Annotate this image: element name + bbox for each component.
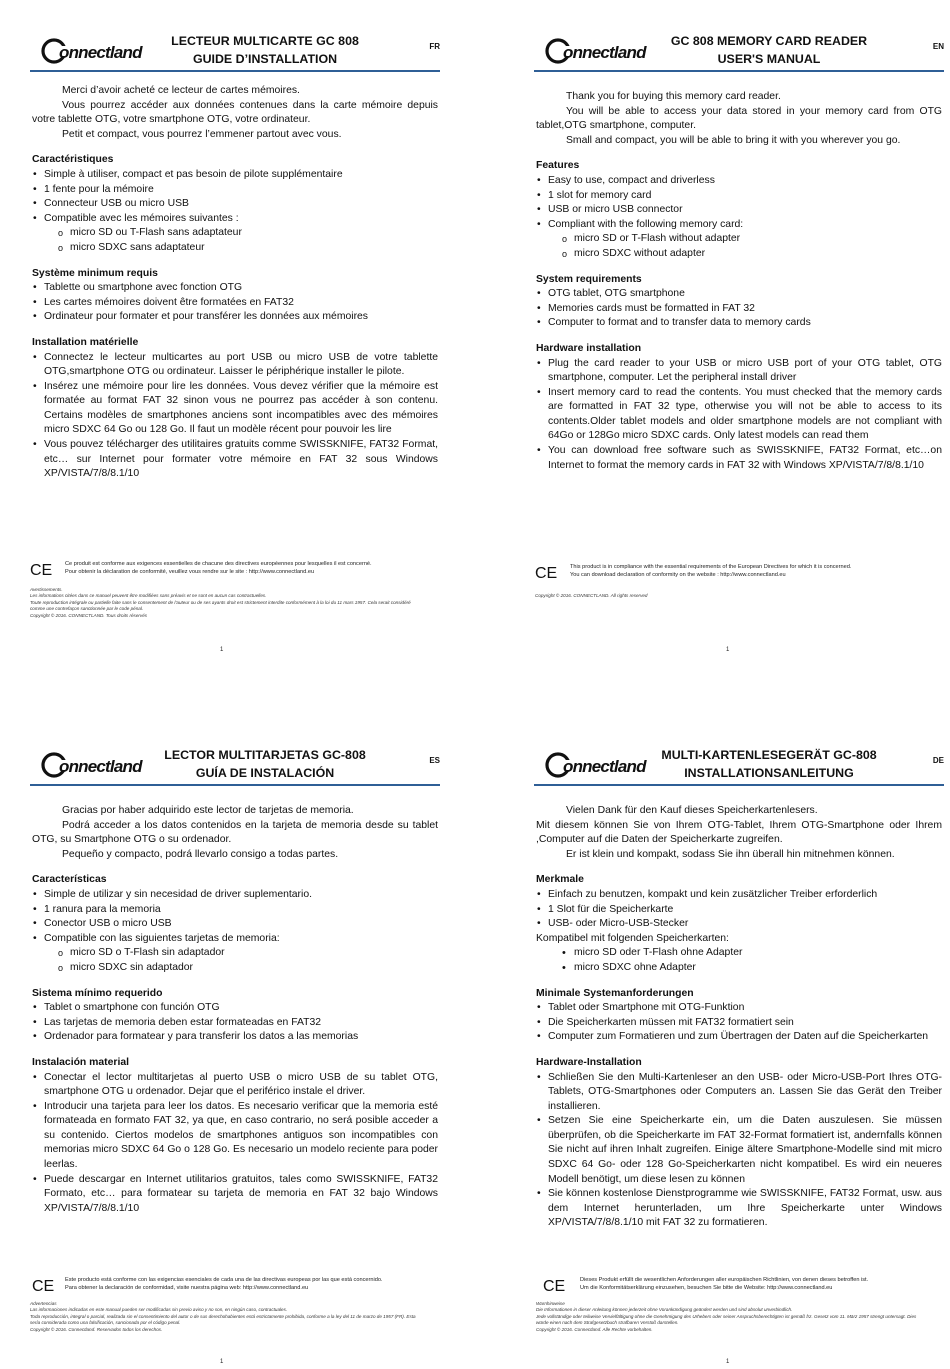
installation-list [536, 1071, 942, 1232]
card-list [536, 232, 942, 261]
installation-list [536, 357, 942, 474]
panel-es [30, 746, 440, 1216]
card-list [536, 946, 942, 975]
list-item: • Memories cards must be formatted in FAT 32 [536, 302, 942, 317]
list-item: • Plug the card reader to your USB or micro USB port of your OTG tablet, OTG smartphone, computer. Let the peripheral install driver [536, 357, 942, 386]
compliance-en: This product is in compliance with the essential requirements of the European Directives for which it is concerned. You can download declaration of conformity on the website : http://www.connectland.eu [570, 564, 852, 578]
compliance-de: Dieses Produkt erfüllt die wesentlichen Anforderungen aller europäischen Richtlinien, von denen dieses betroffen ist. Um die Konformitätserklärung einzusehen, besuchen Sie bitte die Website: http://www.connectland.eu [580, 1277, 869, 1291]
list-item: • Sie können kostenlose Dienstprogramme wie SWISSKNIFE, FAT32 Format, usw. aus dem Internet herunterladen, um Ihre Speicherkarte unter Windows XP/VISTA/7/8/8.1/10 mit FAT 32 zu formatieren. [536, 1187, 942, 1231]
lang-code-de: DE [932, 756, 944, 765]
svg-text:CE: CE [30, 562, 53, 579]
list-item: • Simple à utiliser, compact et pas besoin de pilote supplémentaire [32, 168, 438, 183]
list-item: • Ordinateur pour formater et pour transférer les données aux mémoires [32, 310, 438, 325]
list-item: • Easy to use, compact and driverless [536, 174, 942, 189]
list-item: • Vous pouvez télécharger des utilitaires gratuits comme SWISSKNIFE, FAT32 Format, etc… sur Internet pour formater votre mémoire en FAT 32 sous Windows XP/VISTA/7/8/8.1/10 [32, 438, 438, 482]
features-heading: Características [32, 874, 107, 886]
connectland-logo [546, 748, 646, 782]
features-list [536, 888, 942, 932]
list-item: • Conectar el lector multitarjetas al puerto USB o micro USB de su tablet OTG, smartphone OTG u ordenador. Dejar que el periférico instale el driver. [32, 1071, 438, 1100]
content-es [30, 786, 440, 1216]
compliance-fr: Ce produit est conforme aux exigences essentielles de chacune des directives européennes pour lesquelles il est concerné. Pour obtenir la déclaration de conformité, veuillez vous rendre sur le site : http://www.connectland.eu [65, 561, 372, 575]
connectland-logo [42, 748, 142, 782]
list-item: • Einfach zu benutzen, kompakt und kein zusätzlicher Treiber erforderlich [536, 888, 942, 903]
list-item: • Tablet oder Smartphone mit OTG-Funktion [536, 1001, 942, 1016]
list-item: • Simple de utilizar y sin necesidad de driver suplementario. [32, 888, 438, 903]
intro-fr: Merci d’avoir acheté ce lecteur de cartes mémoires. Vous pourrez accéder aux données contenues dans la carte mémoire depuis votre tablette OTG, votre smartphone OTG, votre ordinateur. Petit et compact, vous pourrez l’emmener partout avec vous. [32, 85, 438, 140]
legal-fr: Avertissements. Les informations citées dans ce manuel peuvent être modifiées sans préavis et ne sont en aucun cas contractuelles. Toute reproduction intégrale ou partielle faite sans le consentement de l’auteur ou de ses ayants droit est strictement interdite conformément à la loi du 11 mars 1957. Cela serait considéré comme une contrefaçon sanctionnée par le code pénal. Copyright © 2016. CONNECTLAND. Tous droits réservés [30, 587, 411, 618]
list-item: o micro SDXC sin adaptador [58, 961, 438, 976]
requirements-heading: System requirements [536, 273, 642, 285]
features-list [536, 174, 942, 232]
svg-text:CE: CE [535, 565, 558, 582]
requirements-list [32, 281, 438, 325]
lang-code-fr: FR [429, 42, 440, 51]
list-item: • 1 fente pour la mémoire [32, 183, 438, 198]
intro-de: Vielen Dank für den Kauf dieses Speicherkartenlesers. Mit diesem können Sie von Ihrem OTG-Tablet, Ihrem OTG-Smartphone oder Ihrem ,Computer auf die Daten der Speicherkarte zugreifen. Er ist klein und kompakt, sodass Sie ihn überall hin mitnehmen können. [536, 805, 942, 860]
list-item: o micro SD or T-Flash without adapter [562, 232, 942, 247]
requirements-heading: Système minimum requis [32, 267, 158, 279]
svg-text:onnectland: onnectland [563, 757, 646, 776]
installation-heading: Installation matérielle [32, 336, 139, 348]
card-list [32, 226, 438, 255]
list-item: • Puede descargar en Internet utilitarios gratuitos, tales como SWISSKNIFE, FAT32 Formato, etc… para formatear su tarjeta de memoria en FAT 32 bajo Windows XP/VISTA/7/8/8.1/10 [32, 1173, 438, 1217]
legal-de: Warnhinweise Die Informationen in dieser Anleitung können jederzeit ohne Vorankündigung geändert werden und sind absolut unverbindlich. Jede vollständige oder teilweise Vervielfältigung ohne die Genehmigung des Urhebers oder seiner Anspruchsberechtigten ist gemäß frz. Gesetz vom 11. März 1957 strengt untersagt. Dies würde einen nach dem Strafgesetzbuch strafbaren Verstoß darstellen. Copyright © 2016. Connectland. Alle Rechte vorbehalten. [536, 1301, 917, 1332]
list-item: • USB- oder Micro-USB-Stecker [536, 917, 942, 932]
title-es: LECTOR MULTITARJETAS GC-808 GUÍA DE INSTALACIÓN [164, 748, 366, 780]
lang-code-es: ES [429, 756, 440, 765]
svg-text:CE: CE [543, 1278, 566, 1295]
content-de [534, 786, 944, 1231]
list-item: • Insérez une mémoire pour lire les données. Vous devez vérifier que la mémoire est formatée au format FAT 32 sinon vous ne pourrez pas accéder à son contenu. Certains modèles de smartphones anciens sont incompatibles avec des mémoires micro SDXC 64 Go ou 128 Go. Il faut un modèle récent pour pouvoir les lire [32, 380, 438, 438]
content-en [534, 72, 944, 473]
list-item: • Introducir una tarjeta para leer los datos. Es necesario verificar que la memoria esté formateada en formato FAT 32, ya que, en caso contrario, no será posible acceder a su contenido. Ciertos modelos de smartphones antiguos son incompatibles con memorias micro SDXC 64 Go o 128 Go. Es necesario un modelo reciente para poder leerlas. [32, 1100, 438, 1173]
ce-mark-icon [30, 561, 53, 579]
list-item: • Computer zum Formatieren und zum Übertragen der Daten auf die Speicherkarten [536, 1030, 942, 1045]
list-item: • Las tarjetas de memoria deben estar formateadas en FAT32 [32, 1016, 438, 1031]
connectland-logo [42, 34, 142, 68]
panel-fr [30, 32, 440, 482]
requirements-heading: Minimale Systemanforderungen [536, 987, 694, 999]
list-item: • You can download free software such as SWISSKNIFE, FAT32 Format, etc…on Internet to format the memory cards in FAT 32 with Windows XP/VISTA/7/8/8.1/10 [536, 444, 942, 473]
list-item: • Setzen Sie eine Speicherkarte ein, um die Daten auszulesen. Sie müssen überprüfen, ob die Speicherkarte im FAT 32-Format formatiert ist, andernfalls können Sie nicht auf ihren Inhalt zugreifen. Einige ältere Smartphone-Modelle sind mit micro SDXC 64 Go- oder 128 Go-Speicherkarten nicht kompatibel. Es wird ein neueres Modell benötigt, um diese lesen zu können [536, 1114, 942, 1187]
list-item: • Computer to format and to transfer data to memory cards [536, 316, 942, 331]
page-number: 1 [220, 647, 224, 653]
requirements-list [32, 1001, 438, 1045]
ce-mark-icon [535, 564, 558, 582]
requirements-list [536, 287, 942, 331]
header-de [534, 746, 944, 786]
list-item: • Connectez le lecteur multicartes au port USB ou micro USB de votre tablette OTG,smartphone OTG ou ordinateur. Laisser le périphérique installer le pilote. [32, 351, 438, 380]
panel-en [534, 32, 944, 473]
list-item: o micro SDXC sans adaptateur [58, 241, 438, 256]
list-item: • 1 ranura para la memoria [32, 903, 438, 918]
list-item: • Ordenador para formatear y para transferir los datos a las memorias [32, 1030, 438, 1045]
list-item: • Insert memory card to read the contents. You must checked that the memory cards are formatted in FAT 32 type, otherwise you will not be able to access to its contents.Older tablet models and older smartphone models are not compliant with 64Go or 128Go micro SDXC cards. Only latest models can read them [536, 386, 942, 444]
list-item: o micro SD ou T-Flash sans adaptateur [58, 226, 438, 241]
ce-mark-icon [32, 1277, 55, 1295]
title-de: MULTI-KARTENLESEGERÄT GC-808 INSTALLATIONSANLEITUNG [661, 748, 877, 780]
list-item: • micro SDXC ohne Adapter [562, 961, 942, 976]
list-item: • Conector USB o micro USB [32, 917, 438, 932]
features-heading: Caractéristiques [32, 154, 114, 166]
page-number: 1 [726, 1359, 730, 1365]
features-list [32, 888, 438, 946]
svg-text:onnectland: onnectland [563, 43, 646, 62]
legal-en: Copyright © 2016. CONNECTLAND. All rights reserved [535, 593, 648, 598]
list-item: o micro SD o T-Flash sin adaptador [58, 946, 438, 961]
installation-list [32, 351, 438, 482]
connectland-logo [546, 34, 646, 68]
title-fr: LECTEUR MULTICARTE GC 808 GUIDE D’INSTALLATION [171, 34, 359, 66]
intro-en: Thank you for buying this memory card reader. You will be able to access your data stored in your memory card from OTG tablet,OTG smartphone, computer. Small and compact, you will be able to bring it with you wherever you go. [536, 91, 942, 146]
installation-heading: Hardware-Installation [536, 1056, 642, 1068]
ce-mark-icon [543, 1277, 566, 1295]
header-en [534, 32, 944, 72]
list-item: • OTG tablet, OTG smartphone [536, 287, 942, 302]
compliance-es: Este producto está conforme con las exigencias esenciales de cada una de las directivas europeas por las que está concernido. Para obtener la declaración de conformidad, visite nuestra página web: http://www.connectland.eu [65, 1277, 383, 1291]
features-heading: Merkmale [536, 874, 584, 886]
list-item: • Compliant with the following memory card: [536, 218, 942, 233]
features-list [32, 168, 438, 226]
list-item: • Connecteur USB ou micro USB [32, 197, 438, 212]
page-number: 1 [220, 1359, 224, 1365]
svg-text:onnectland: onnectland [59, 43, 142, 62]
list-item: o micro SDXC without adapter [562, 247, 942, 262]
lang-code-en: EN [932, 42, 944, 51]
installation-heading: Instalación material [32, 1056, 130, 1068]
requirements-list [536, 1001, 942, 1045]
installation-list [32, 1071, 438, 1217]
content-fr [30, 72, 440, 482]
list-item: • Schließen Sie den Multi-Kartenleser an den USB- oder Micro-USB-Port Ihres OTG-Tablets, OTG-Smartphones oder Computers an. Lassen Sie das Gerät den Treiber installieren. [536, 1071, 942, 1115]
header-es [30, 746, 440, 786]
list-item: • Les cartes mémoires doivent être formatées en FAT32 [32, 296, 438, 311]
svg-text:CE: CE [32, 1278, 55, 1295]
svg-text:onnectland: onnectland [59, 757, 142, 776]
list-item: • Die Speicherkarten müssen mit FAT32 formatiert sein [536, 1016, 942, 1031]
requirements-heading: Sistema mínimo requerido [32, 987, 163, 999]
list-item: • Tablette ou smartphone avec fonction OTG [32, 281, 438, 296]
list-item: • 1 Slot für die Speicherkarte [536, 903, 942, 918]
page-number: 1 [726, 647, 730, 653]
title-en: GC 808 MEMORY CARD READER USER'S MANUAL [670, 34, 868, 66]
compatible-label: Kompatibel mit folgenden Speicherkarten: [536, 932, 729, 944]
list-item: • micro SD oder T-Flash ohne Adapter [562, 946, 942, 961]
list-item: • USB or micro USB connector [536, 203, 942, 218]
installation-heading: Hardware installation [536, 342, 642, 354]
header-fr [30, 32, 440, 72]
features-heading: Features [536, 160, 580, 172]
card-list [32, 946, 438, 975]
list-item: • Compatible con las siguientes tarjetas de memoria: [32, 932, 438, 947]
list-item: • Tablet o smartphone con función OTG [32, 1001, 438, 1016]
list-item: • 1 slot for memory card [536, 189, 942, 204]
panel-de [534, 746, 944, 1231]
intro-es: Gracias por haber adquirido este lector de tarjetas de memoria. Podrá acceder a los datos contenidos en la tarjeta de memoria desde su tablet OTG, su Smartphone OTG o su ordenador. Pequeño y compacto, podrá llevarlo consigo a todas partes. [32, 805, 438, 860]
legal-es: Advertencias Las informaciones indicadas en este manual pueden ser modificadas sin previo aviso y no son, en ningún caso, contractuales. Toda reproducción, integral o parcial, realizada sin el consentimiento del autor o de sus derechohabientes está estrictamente prohibida, conforme a la ley del 11 de marzo de 1957 (FR). Esta sería considerada como una falsificación, sancionada por el código penal. Copyright © 2016. Connectland. Reservados todos los derechos. [30, 1301, 416, 1332]
list-item: • Compatible avec les mémoires suivantes : [32, 212, 438, 227]
